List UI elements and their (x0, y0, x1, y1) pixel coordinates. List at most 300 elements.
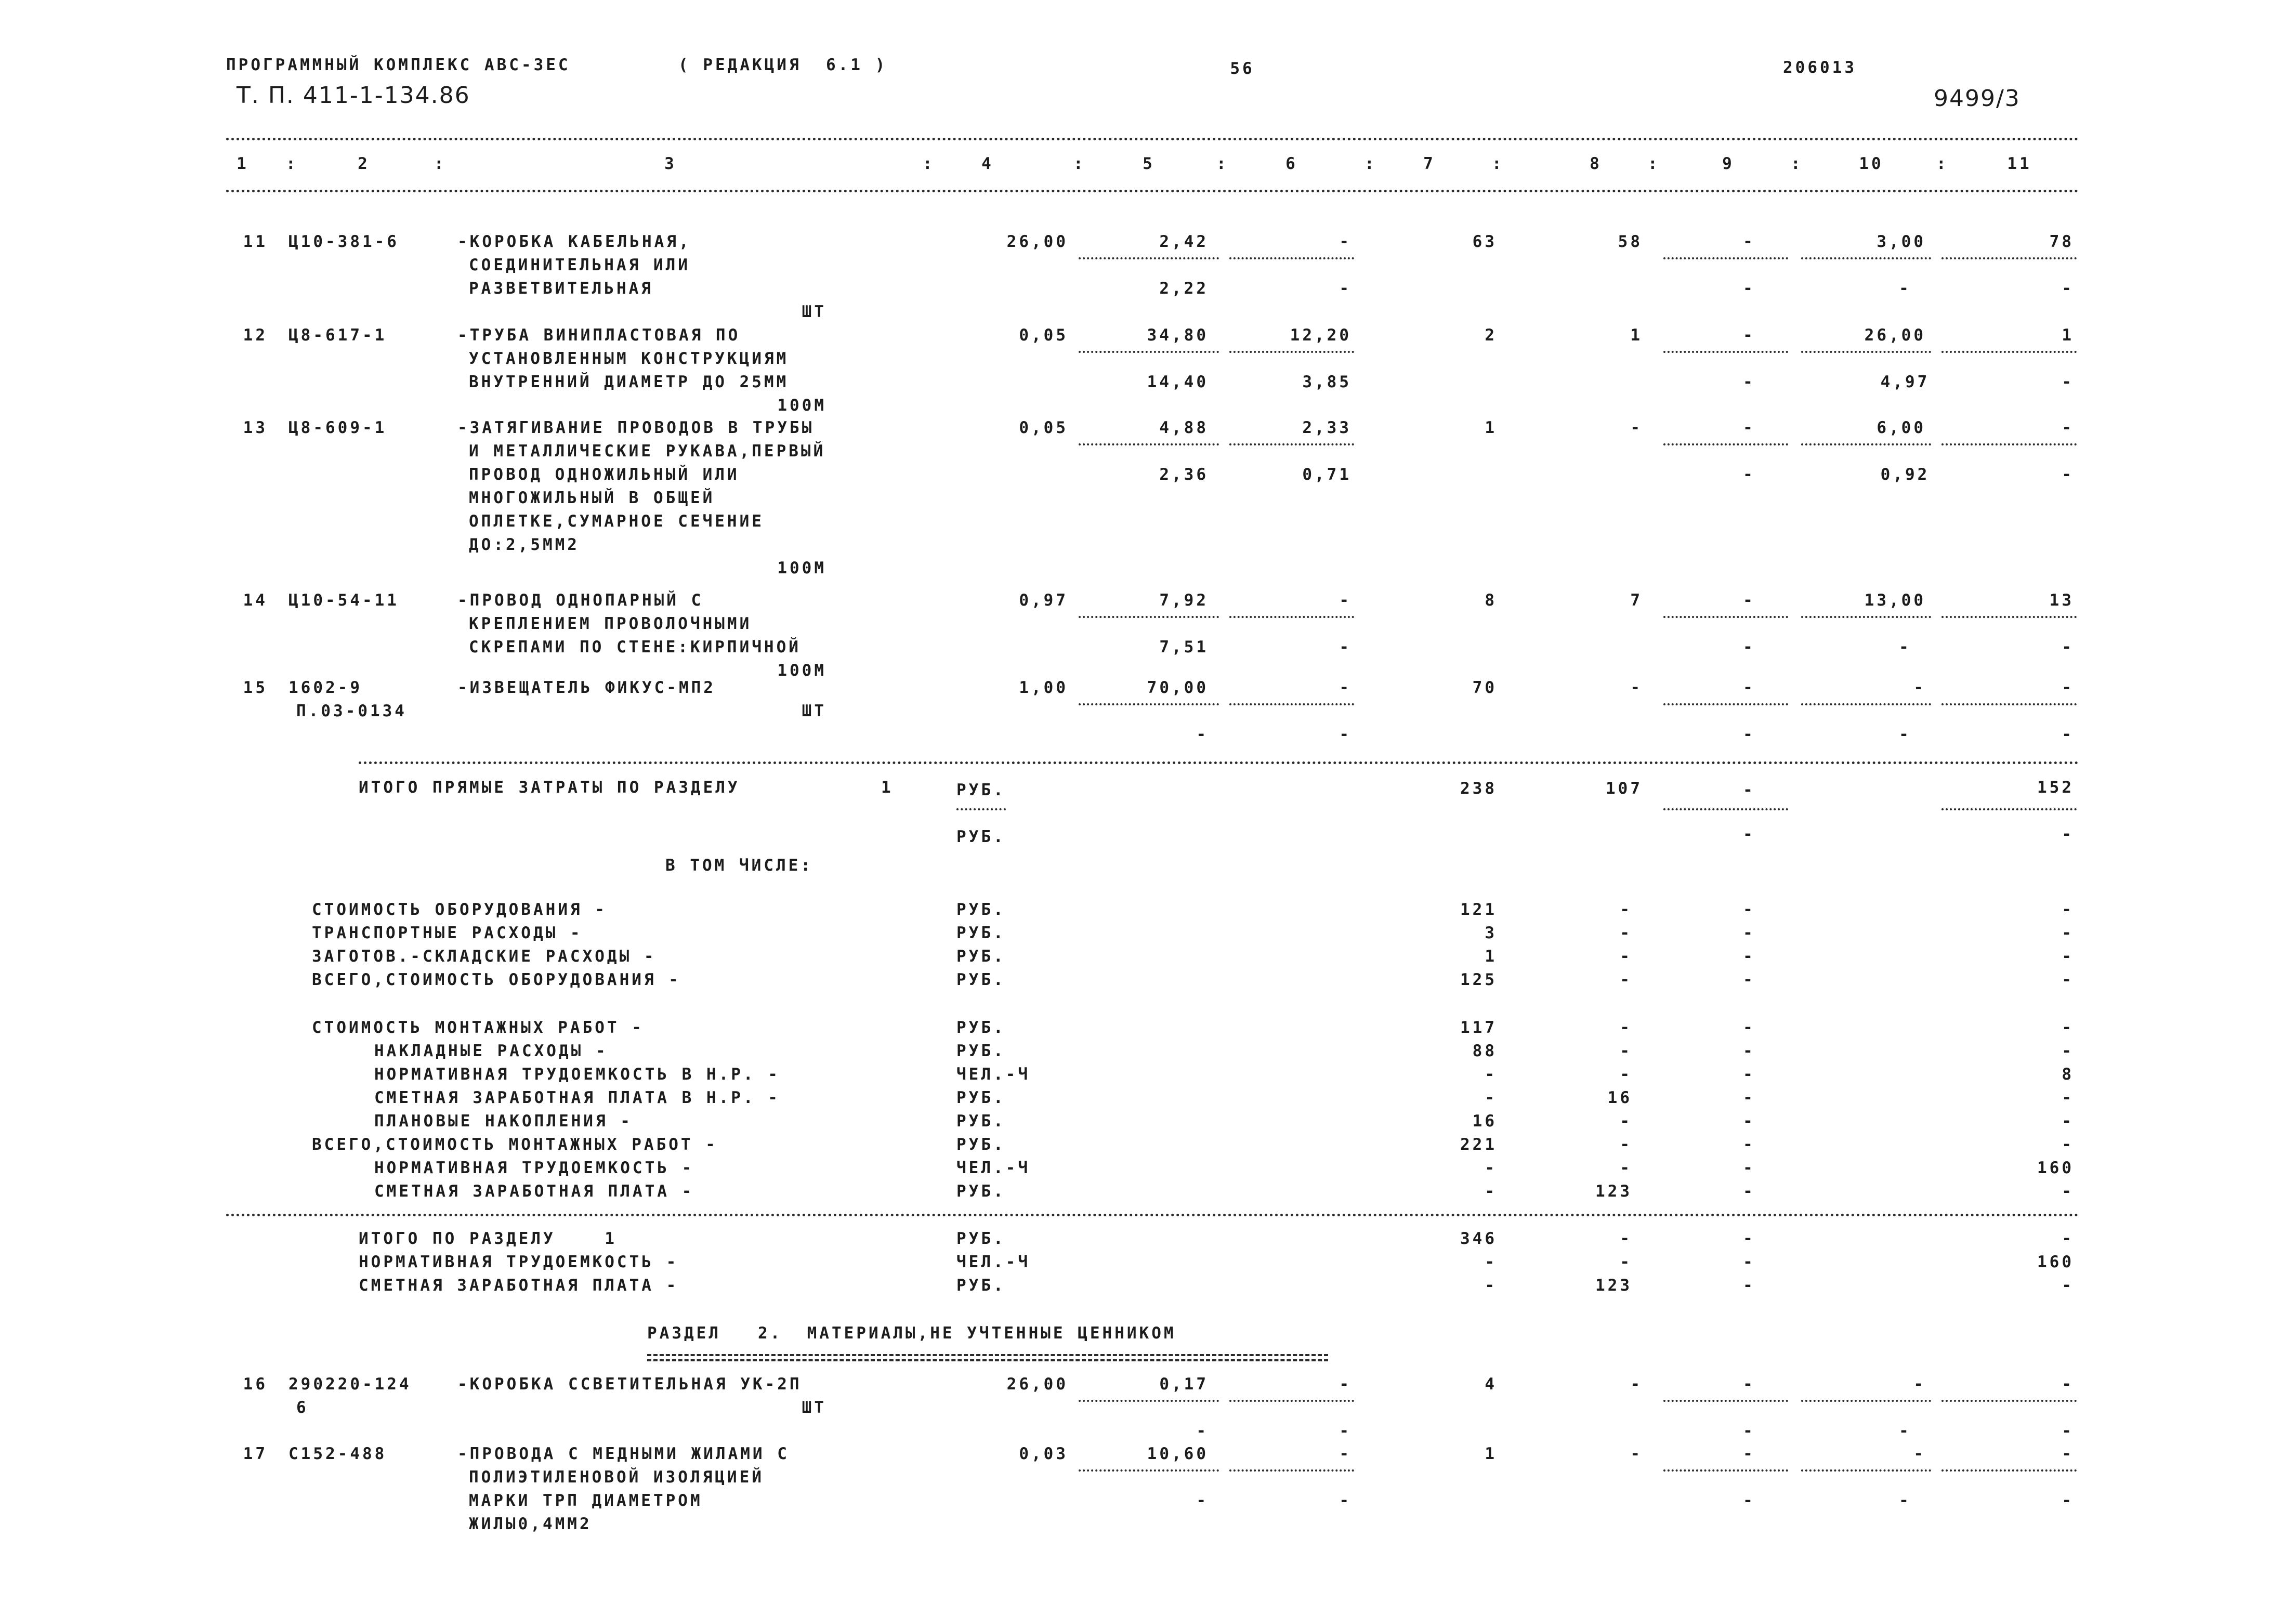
direct-costs-col7: 238 (1460, 779, 1497, 798)
summary-unit: РУБ. (956, 1135, 1006, 1154)
item-description: ПОЛИЭТИЛЕНОВОЙ ИЗОЛЯЦИЕЙ (469, 1468, 764, 1487)
summary-unit: РУБ. (956, 924, 1006, 942)
item-col9-sub: - (1743, 373, 1755, 391)
item-col10-sub: - (1899, 638, 1911, 656)
column-number-10: 10 (1859, 154, 1884, 173)
edition-label: ( РЕДАКЦИЯ 6.1 ) (678, 56, 888, 74)
summary-col7: 117 (1460, 1018, 1497, 1037)
item-col5-value: 4,88 (1159, 418, 1209, 437)
direct-costs-unit: РУБ. (956, 781, 1006, 799)
summary-col8: - (1620, 970, 1632, 989)
item-col10-value: 3,00 (1877, 232, 1926, 251)
header-rule-top (226, 138, 2079, 140)
item-col6-value: - (1339, 591, 1352, 610)
item-col8-value: - (1630, 1445, 1643, 1463)
item-col9-sub: - (1743, 725, 1755, 744)
item-col11-sub: - (2062, 279, 2074, 298)
item-description: ПРОВОД ОДНОЖИЛЬНЫЙ ИЛИ (469, 465, 740, 484)
item-col8-value: 1 (1630, 326, 1643, 345)
item-col5-value: 7,92 (1159, 591, 1209, 610)
item-col11-sub: - (2062, 465, 2074, 484)
summary-col9: - (1743, 1042, 1755, 1060)
column-number-9: 9 (1722, 154, 1735, 173)
summary-col8: 16 (1607, 1088, 1632, 1107)
item-subrule (1229, 1400, 1354, 1402)
item-col6-value: 2,33 (1302, 418, 1352, 437)
item-subrule (1229, 443, 1354, 445)
item-description: МНОГОЖИЛЬНЫЙ В ОБЩЕЙ (469, 489, 715, 507)
item-description: МАРКИ ТРП ДИАМЕТРОМ (469, 1491, 703, 1510)
item-col11-sub: - (2062, 373, 2074, 391)
summary-label: ВСЕГО,СТОИМОСТЬ ОБОРУДОВАНИЯ - (312, 970, 681, 989)
summary-col7: 16 (1472, 1112, 1497, 1131)
item-code: 290220-124 (288, 1375, 412, 1394)
direct-subrule (1663, 808, 1788, 810)
column-divider: : (434, 154, 447, 173)
item-description: -ПРОВОДА С МЕДНЫМИ ЖИЛАМИ С (457, 1445, 790, 1463)
item-col9-sub: - (1743, 1491, 1755, 1510)
summary-col9: - (1743, 924, 1755, 942)
item-col9-value: - (1743, 232, 1755, 251)
summary-col11: - (2062, 1042, 2074, 1060)
item-description: -КОРОБКА КАБЕЛЬНАЯ, (457, 232, 691, 251)
item-col9-sub: - (1743, 1422, 1755, 1440)
item-col9-value: - (1743, 1375, 1755, 1394)
item-unit: ШТ (802, 1398, 826, 1417)
item-subrule (1801, 257, 1931, 259)
item-col11-value: - (2062, 1445, 2074, 1463)
summary-col11: - (2062, 970, 2074, 989)
summary-unit: ЧЕЛ.-Ч (956, 1159, 1030, 1177)
direct-costs-label: ИТОГО ПРЯМЫЕ ЗАТРАТЫ ПО РАЗДЕЛУ (359, 778, 740, 797)
item-col7-value: 70 (1472, 678, 1497, 697)
item-description: ОПЛЕТКЕ,СУМАРНОЕ СЕЧЕНИЕ (469, 512, 764, 531)
column-divider: : (1936, 154, 1949, 173)
summary-col9: - (1743, 1088, 1755, 1107)
item-code: 1602-9 (288, 678, 362, 697)
item-subrule (1801, 351, 1931, 353)
summary-col8: - (1620, 1229, 1632, 1248)
summary-col9: - (1743, 1135, 1755, 1154)
item-col5-sub: 14,40 (1147, 373, 1209, 391)
item-col7-value: 8 (1485, 591, 1497, 610)
document-number-handwritten: 9499/3 (1934, 85, 2021, 112)
item-subrule (1801, 1469, 1931, 1472)
column-divider: : (286, 154, 298, 173)
item-col7-value: 2 (1485, 326, 1497, 345)
item-col6-sub: 0,71 (1302, 465, 1352, 484)
item-number: 17 (243, 1445, 268, 1463)
item-subrule (1801, 616, 1931, 618)
item-col10-value: - (1913, 1375, 1926, 1394)
item-subrule (1663, 351, 1788, 353)
summary-col7: - (1485, 1276, 1497, 1295)
item-col10-value: 6,00 (1877, 418, 1926, 437)
column-divider: : (1791, 154, 1803, 173)
item-subrule (1229, 616, 1354, 618)
column-number-8: 8 (1590, 154, 1602, 173)
item-code: Ц8-609-1 (288, 418, 387, 437)
summary-unit: РУБ. (956, 1182, 1006, 1201)
item-subrule (1663, 1400, 1788, 1402)
summary-label: НАКЛАДНЫЕ РАСХОДЫ - (374, 1042, 608, 1060)
summary-label: НОРМАТИВНАЯ ТРУДОЕМКОСТЬ - (359, 1253, 679, 1271)
item-subrule (1941, 257, 2077, 259)
item-description: -ИЗВЕЩАТЕЛЬ ФИКУС-МП2 (457, 678, 716, 697)
item-col10-sub: - (1899, 1491, 1911, 1510)
column-number-2: 2 (358, 154, 370, 173)
item-col8-value: 58 (1618, 232, 1643, 251)
item-col6-sub: - (1339, 725, 1352, 744)
item-subrule (1079, 351, 1219, 353)
summary-unit: РУБ. (956, 947, 1006, 966)
item-number: 13 (243, 418, 268, 437)
direct-subrule (956, 808, 1006, 810)
summary-col7: 221 (1460, 1135, 1497, 1154)
summary-label: ТРАНСПОРТНЫЕ РАСХОДЫ - (312, 924, 583, 942)
column-divider: : (923, 154, 935, 173)
summary-col7: 121 (1460, 900, 1497, 919)
item-col5-value: 2,42 (1159, 232, 1209, 251)
direct-costs-col11: 152 (2037, 778, 2074, 797)
page-number: 56 (1230, 59, 1255, 78)
item-description: -ЗАТЯГИВАНИЕ ПРОВОДОВ В ТРУБЫ (457, 418, 815, 437)
column-number-1: 1 (237, 154, 249, 173)
item-description: -ПРОВОД ОДНОПАРНЫЙ С (457, 591, 704, 610)
summary-col8: 123 (1595, 1276, 1632, 1295)
item-code: С152-488 (288, 1445, 387, 1463)
item-description: СОЕДИНИТЕЛЬНАЯ ИЛИ (469, 256, 690, 274)
item-subrule (1229, 1469, 1354, 1472)
summary-col8: - (1620, 1253, 1632, 1271)
item-subrule (1079, 1469, 1219, 1472)
summary-unit: РУБ. (956, 1042, 1006, 1060)
item-number: 11 (243, 232, 268, 251)
direct-rule (359, 761, 2079, 764)
summary-col7: - (1485, 1159, 1497, 1177)
summary-col8: - (1620, 1042, 1632, 1060)
summary-col11: 8 (2062, 1065, 2074, 1084)
summary-col7: 1 (1485, 947, 1497, 966)
item-col6-sub: - (1339, 1491, 1352, 1510)
item-number: 16 (243, 1375, 268, 1394)
direct-costs-unit-sub: РУБ. (956, 828, 1006, 846)
summary-col9: - (1743, 1159, 1755, 1177)
item-description: УСТАНОВЛЕННЫМ КОНСТРУКЦИЯМ (469, 349, 789, 368)
direct-costs-col11-sub: - (2062, 825, 2074, 844)
item-col8-value: 7 (1630, 591, 1643, 610)
summary-col7: - (1485, 1182, 1497, 1201)
item-col5-sub: - (1196, 1422, 1209, 1440)
item-number: 15 (243, 678, 268, 697)
item-description: -ТРУБА ВИНИПЛАСТОВАЯ ПО (457, 326, 741, 345)
item-col7-value: 1 (1485, 418, 1497, 437)
summary-unit: РУБ. (956, 1229, 1006, 1248)
item-number: 14 (243, 591, 268, 610)
item-description: ДО:2,5ММ2 (469, 535, 580, 554)
project-number-handwritten: Т. П. 411-1-134.86 (237, 82, 470, 109)
summary-col11: - (2062, 1182, 2074, 1201)
item-col6-value: - (1339, 1445, 1352, 1463)
item-col10-sub: 4,97 (1880, 373, 1930, 391)
summary-col11: - (2062, 1018, 2074, 1037)
direct-costs-col9: - (1743, 781, 1755, 799)
item-description: И МЕТАЛЛИЧЕСКИЕ РУКАВА,ПЕРВЫЙ (469, 442, 826, 461)
item-col11-value: - (2062, 678, 2074, 697)
item-unit: 100М (777, 559, 826, 577)
summary-col11: - (2062, 1276, 2074, 1295)
item-col5-value: 34,80 (1147, 326, 1209, 345)
column-number-7: 7 (1423, 154, 1436, 173)
item-subrule (1229, 703, 1354, 705)
summary-label: ПЛАНОВЫЕ НАКОПЛЕНИЯ - (374, 1112, 633, 1131)
summary-col11: - (2062, 1135, 2074, 1154)
summary-col9: - (1743, 1253, 1755, 1271)
direct-costs-col8: 107 (1606, 779, 1643, 798)
item-description: ВНУТРЕННИЙ ДИАМЕТР ДО 25ММ (469, 373, 789, 391)
column-divider: : (1216, 154, 1229, 173)
item-subrule (1941, 703, 2077, 705)
summary-label: СМЕТНАЯ ЗАРАБОТНАЯ ПЛАТА - (374, 1182, 694, 1201)
item-subrule (1941, 616, 2077, 618)
item-subrule (1229, 257, 1354, 259)
item-col5-sub: 7,51 (1159, 638, 1209, 656)
summary-col11: - (2062, 900, 2074, 919)
item-col9-value: - (1743, 591, 1755, 610)
direct-subrule (1941, 808, 2077, 810)
summary-label: ИТОГО ПО РАЗДЕЛУ 1 (359, 1229, 617, 1248)
summary-col8: - (1620, 900, 1632, 919)
item-subrule (1941, 443, 2077, 445)
column-number-4: 4 (981, 154, 994, 173)
summary-unit: РУБ. (956, 1276, 1006, 1295)
item-col6-sub: - (1339, 279, 1352, 298)
summary-col9: - (1743, 1276, 1755, 1295)
summary-col8: - (1620, 1112, 1632, 1131)
item-unit: 100М (777, 661, 826, 680)
summary-unit: РУБ. (956, 900, 1006, 919)
item-col5-value: 10,60 (1147, 1445, 1209, 1463)
item-col11-sub: - (2062, 1422, 2074, 1440)
item-subrule (1941, 1400, 2077, 1402)
item-quantity: 1,00 (1019, 678, 1068, 697)
summary-col8: - (1620, 1159, 1632, 1177)
summary-unit: РУБ. (956, 1112, 1006, 1131)
item-subrule (1941, 1469, 2077, 1472)
summary-col11: - (2062, 1229, 2074, 1248)
document-code: 206013 (1783, 58, 1857, 77)
item-subrule (1079, 443, 1219, 445)
item-col6-sub: - (1339, 1422, 1352, 1440)
item-code-secondary: 6 (296, 1398, 309, 1417)
item-col11-sub: - (2062, 1491, 2074, 1510)
item-col9-sub: - (1743, 279, 1755, 298)
item-col11-value: 78 (2049, 232, 2074, 251)
item-col11-value: - (2062, 418, 2074, 437)
item-quantity: 26,00 (1006, 232, 1068, 251)
item-col6-sub: - (1339, 638, 1352, 656)
column-number-3: 3 (664, 154, 677, 173)
summary-col11: - (2062, 947, 2074, 966)
summary-label: НОРМАТИВНАЯ ТРУДОЕМКОСТЬ В Н.Р. - (374, 1065, 780, 1084)
item-col5-value: 70,00 (1147, 678, 1209, 697)
header-rule-bottom (226, 190, 2079, 192)
summary-col9: - (1743, 970, 1755, 989)
item-quantity: 0,05 (1019, 418, 1068, 437)
item-col5-sub: - (1196, 725, 1209, 744)
item-code: Ц8-617-1 (288, 326, 387, 345)
item-col7-value: 63 (1472, 232, 1497, 251)
item-col9-value: - (1743, 1445, 1755, 1463)
item-col6-value: - (1339, 232, 1352, 251)
item-subrule (1079, 703, 1219, 705)
summary-col9: - (1743, 947, 1755, 966)
summary-col11: - (2062, 924, 2074, 942)
summary-unit: ЧЕЛ.-Ч (956, 1253, 1030, 1271)
item-subrule (1663, 257, 1788, 259)
summary-unit: РУБ. (956, 1088, 1006, 1107)
item-quantity: 0,05 (1019, 326, 1068, 345)
item-subrule (1941, 351, 2077, 353)
item-col6-value: 12,20 (1290, 326, 1352, 345)
item-unit: ШТ (802, 702, 826, 720)
item-col6-sub: 3,85 (1302, 373, 1352, 391)
item-col8-value: - (1630, 678, 1643, 697)
item-description: ЖИЛЫ0,4ММ2 (469, 1515, 592, 1533)
summary-col8: - (1620, 1018, 1632, 1037)
item-col11-sub: - (2062, 638, 2074, 656)
item-subrule (1229, 351, 1354, 353)
item-col8-value: - (1630, 418, 1643, 437)
item-col5-value: 0,17 (1159, 1375, 1209, 1394)
item-col5-sub: - (1196, 1491, 1209, 1510)
item-subrule (1801, 443, 1931, 445)
summary-col7: - (1485, 1088, 1497, 1107)
item-quantity: 0,97 (1019, 591, 1068, 610)
item-col10-value: 26,00 (1864, 326, 1926, 345)
item-col10-sub: - (1899, 1422, 1911, 1440)
item-col11-value: - (2062, 1375, 2074, 1394)
item-col9-value: - (1743, 678, 1755, 697)
summary-label: НОРМАТИВНАЯ ТРУДОЕМКОСТЬ - (374, 1159, 694, 1177)
summary-col8: - (1620, 1135, 1632, 1154)
item-number: 12 (243, 326, 268, 345)
summary-label: ЗАГОТОВ.-СКЛАДСКИЕ РАСХОДЫ - (312, 947, 657, 966)
summary-label: СТОИМОСТЬ ОБОРУДОВАНИЯ - (312, 900, 607, 919)
item-description: -КОРОБКА ССВЕТИТЕЛЬНАЯ УК-2П (457, 1375, 802, 1394)
item-col8-value: - (1630, 1375, 1643, 1394)
item-subrule (1801, 1400, 1931, 1402)
item-col10-sub: - (1899, 725, 1911, 744)
summary-col7: 346 (1460, 1229, 1497, 1248)
column-divider: : (1365, 154, 1377, 173)
summary-col8: - (1620, 924, 1632, 942)
section-2-underline (647, 1359, 1328, 1361)
summary-label: СМЕТНАЯ ЗАРАБОТНАЯ ПЛАТА - (359, 1276, 679, 1295)
summary-col8: 123 (1595, 1182, 1632, 1201)
item-subrule (1079, 257, 1219, 259)
item-col11-sub: - (2062, 725, 2074, 744)
item-col5-sub: 2,36 (1159, 465, 1209, 484)
summary-col9: - (1743, 1182, 1755, 1201)
item-col10-value: 13,00 (1864, 591, 1926, 610)
summary-col9: - (1743, 1112, 1755, 1131)
summary-col7: - (1485, 1253, 1497, 1271)
item-col9-sub: - (1743, 465, 1755, 484)
summary-col7: 125 (1460, 970, 1497, 989)
item-col10-sub: - (1899, 279, 1911, 298)
item-col10-value: - (1913, 678, 1926, 697)
column-divider: : (1648, 154, 1660, 173)
summary-col11: - (2062, 1112, 2074, 1131)
summary-col7: 3 (1485, 924, 1497, 942)
column-number-11: 11 (2007, 154, 2032, 173)
item-unit: ШТ (802, 303, 826, 321)
item-col6-value: - (1339, 1375, 1352, 1394)
column-number-6: 6 (1285, 154, 1298, 173)
item-col11-value: 13 (2049, 591, 2074, 610)
program-title: ПРОГРАММНЫЙ КОМПЛЕКС АВС-3ЕС (226, 56, 571, 74)
summary-col9: - (1743, 1018, 1755, 1037)
item-quantity: 0,03 (1019, 1445, 1068, 1463)
item-subrule (1663, 1469, 1788, 1472)
item-code: Ц10-54-11 (288, 591, 399, 610)
section-2-underline (647, 1354, 1328, 1356)
summary-col7: 88 (1472, 1042, 1497, 1060)
direct-costs-col9-sub: - (1743, 825, 1755, 844)
item-description: РАЗВЕТВИТЕЛЬНАЯ (469, 279, 653, 298)
summary-col8: - (1620, 1065, 1632, 1084)
item-quantity: 26,00 (1006, 1375, 1068, 1394)
direct-costs-section: 1 (881, 778, 894, 797)
summary-col11: 160 (2037, 1253, 2074, 1271)
item-code-secondary: П.03-0134 (296, 702, 407, 720)
item-subrule (1663, 703, 1788, 705)
summary-col8: - (1620, 947, 1632, 966)
item-col11-value: 1 (2062, 326, 2074, 345)
summary-col9: - (1743, 900, 1755, 919)
summary-label: СТОИМОСТЬ МОНТАЖНЫХ РАБОТ - (312, 1018, 644, 1037)
item-subrule (1663, 443, 1788, 445)
summary-col9: - (1743, 1229, 1755, 1248)
including-label: В ТОМ ЧИСЛЕ: (665, 856, 813, 875)
item-col6-value: - (1339, 678, 1352, 697)
column-divider: : (1492, 154, 1504, 173)
item-description: КРЕПЛЕНИЕМ ПРОВОЛОЧНЫМИ (469, 614, 752, 633)
column-divider: : (1073, 154, 1086, 173)
item-col5-sub: 2,22 (1159, 279, 1209, 298)
item-col9-value: - (1743, 326, 1755, 345)
section-total-rule (226, 1214, 2079, 1216)
item-unit: 100М (777, 396, 826, 415)
item-col7-value: 1 (1485, 1445, 1497, 1463)
summary-unit: ЧЕЛ.-Ч (956, 1065, 1030, 1084)
summary-unit: РУБ. (956, 970, 1006, 989)
item-col9-value: - (1743, 418, 1755, 437)
item-description: СКРЕПАМИ ПО СТЕНЕ:КИРПИЧНОЙ (469, 638, 801, 656)
column-number-5: 5 (1143, 154, 1155, 173)
item-subrule (1663, 616, 1788, 618)
section-2-title: РАЗДЕЛ 2. МАТЕРИАЛЫ,НЕ УЧТЕННЫЕ ЦЕННИКОМ (647, 1324, 1176, 1343)
item-subrule (1079, 616, 1219, 618)
summary-unit: РУБ. (956, 1018, 1006, 1037)
summary-col11: - (2062, 1088, 2074, 1107)
item-col10-value: - (1913, 1445, 1926, 1463)
summary-label: ВСЕГО,СТОИМОСТЬ МОНТАЖНЫХ РАБОТ - (312, 1135, 718, 1154)
summary-label: СМЕТНАЯ ЗАРАБОТНАЯ ПЛАТА В Н.Р. - (374, 1088, 780, 1107)
summary-col9: - (1743, 1065, 1755, 1084)
item-code: Ц10-381-6 (288, 232, 399, 251)
